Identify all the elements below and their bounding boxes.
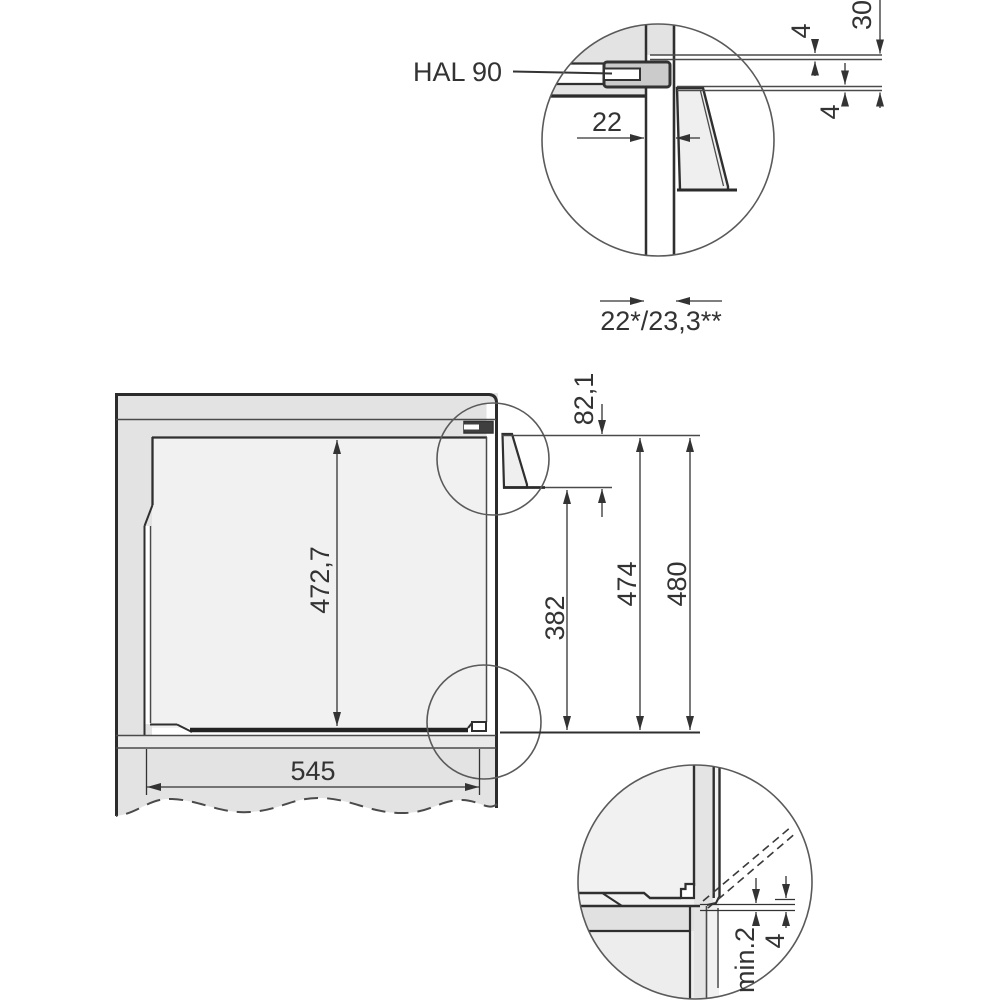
bottom-detail-content	[578, 765, 819, 999]
dim-480-label: 480	[662, 561, 692, 607]
dim-4727-label: 472,7	[305, 546, 335, 614]
dim-382-label: 382	[540, 595, 570, 641]
hal90-label: HAL 90	[413, 57, 503, 87]
dim-545-label: 545	[290, 756, 336, 786]
worktop-band	[116, 393, 498, 437]
dim-4bot-label: 4	[760, 933, 790, 949]
dim-22-label: 22	[591, 107, 623, 137]
side-strip	[694, 765, 713, 906]
top-detail-content	[530, 20, 737, 300]
dim-474-label: 474	[612, 561, 642, 607]
hal90-profile-small-slot	[464, 425, 479, 430]
dim-4top-label: 4	[786, 23, 816, 39]
dim-min2-label: min.2	[730, 926, 760, 994]
bottom-detail-callout	[578, 765, 819, 999]
sill-corner-block	[472, 722, 486, 731]
vent-flap-small	[503, 434, 528, 488]
dim-panel-thickness-label: 22*/23,3**	[600, 306, 722, 336]
bottom-band-dark	[578, 906, 694, 931]
dim-30-label: 30	[847, 0, 877, 31]
dim-4mid-label: 4	[815, 104, 845, 120]
bottom-panel-band	[116, 735, 498, 748]
top-detail-callout	[413, 0, 882, 336]
dim-821-label: 82,1	[569, 372, 599, 426]
bottom-band-light	[578, 931, 694, 999]
main-cabinet-section	[116, 373, 700, 816]
